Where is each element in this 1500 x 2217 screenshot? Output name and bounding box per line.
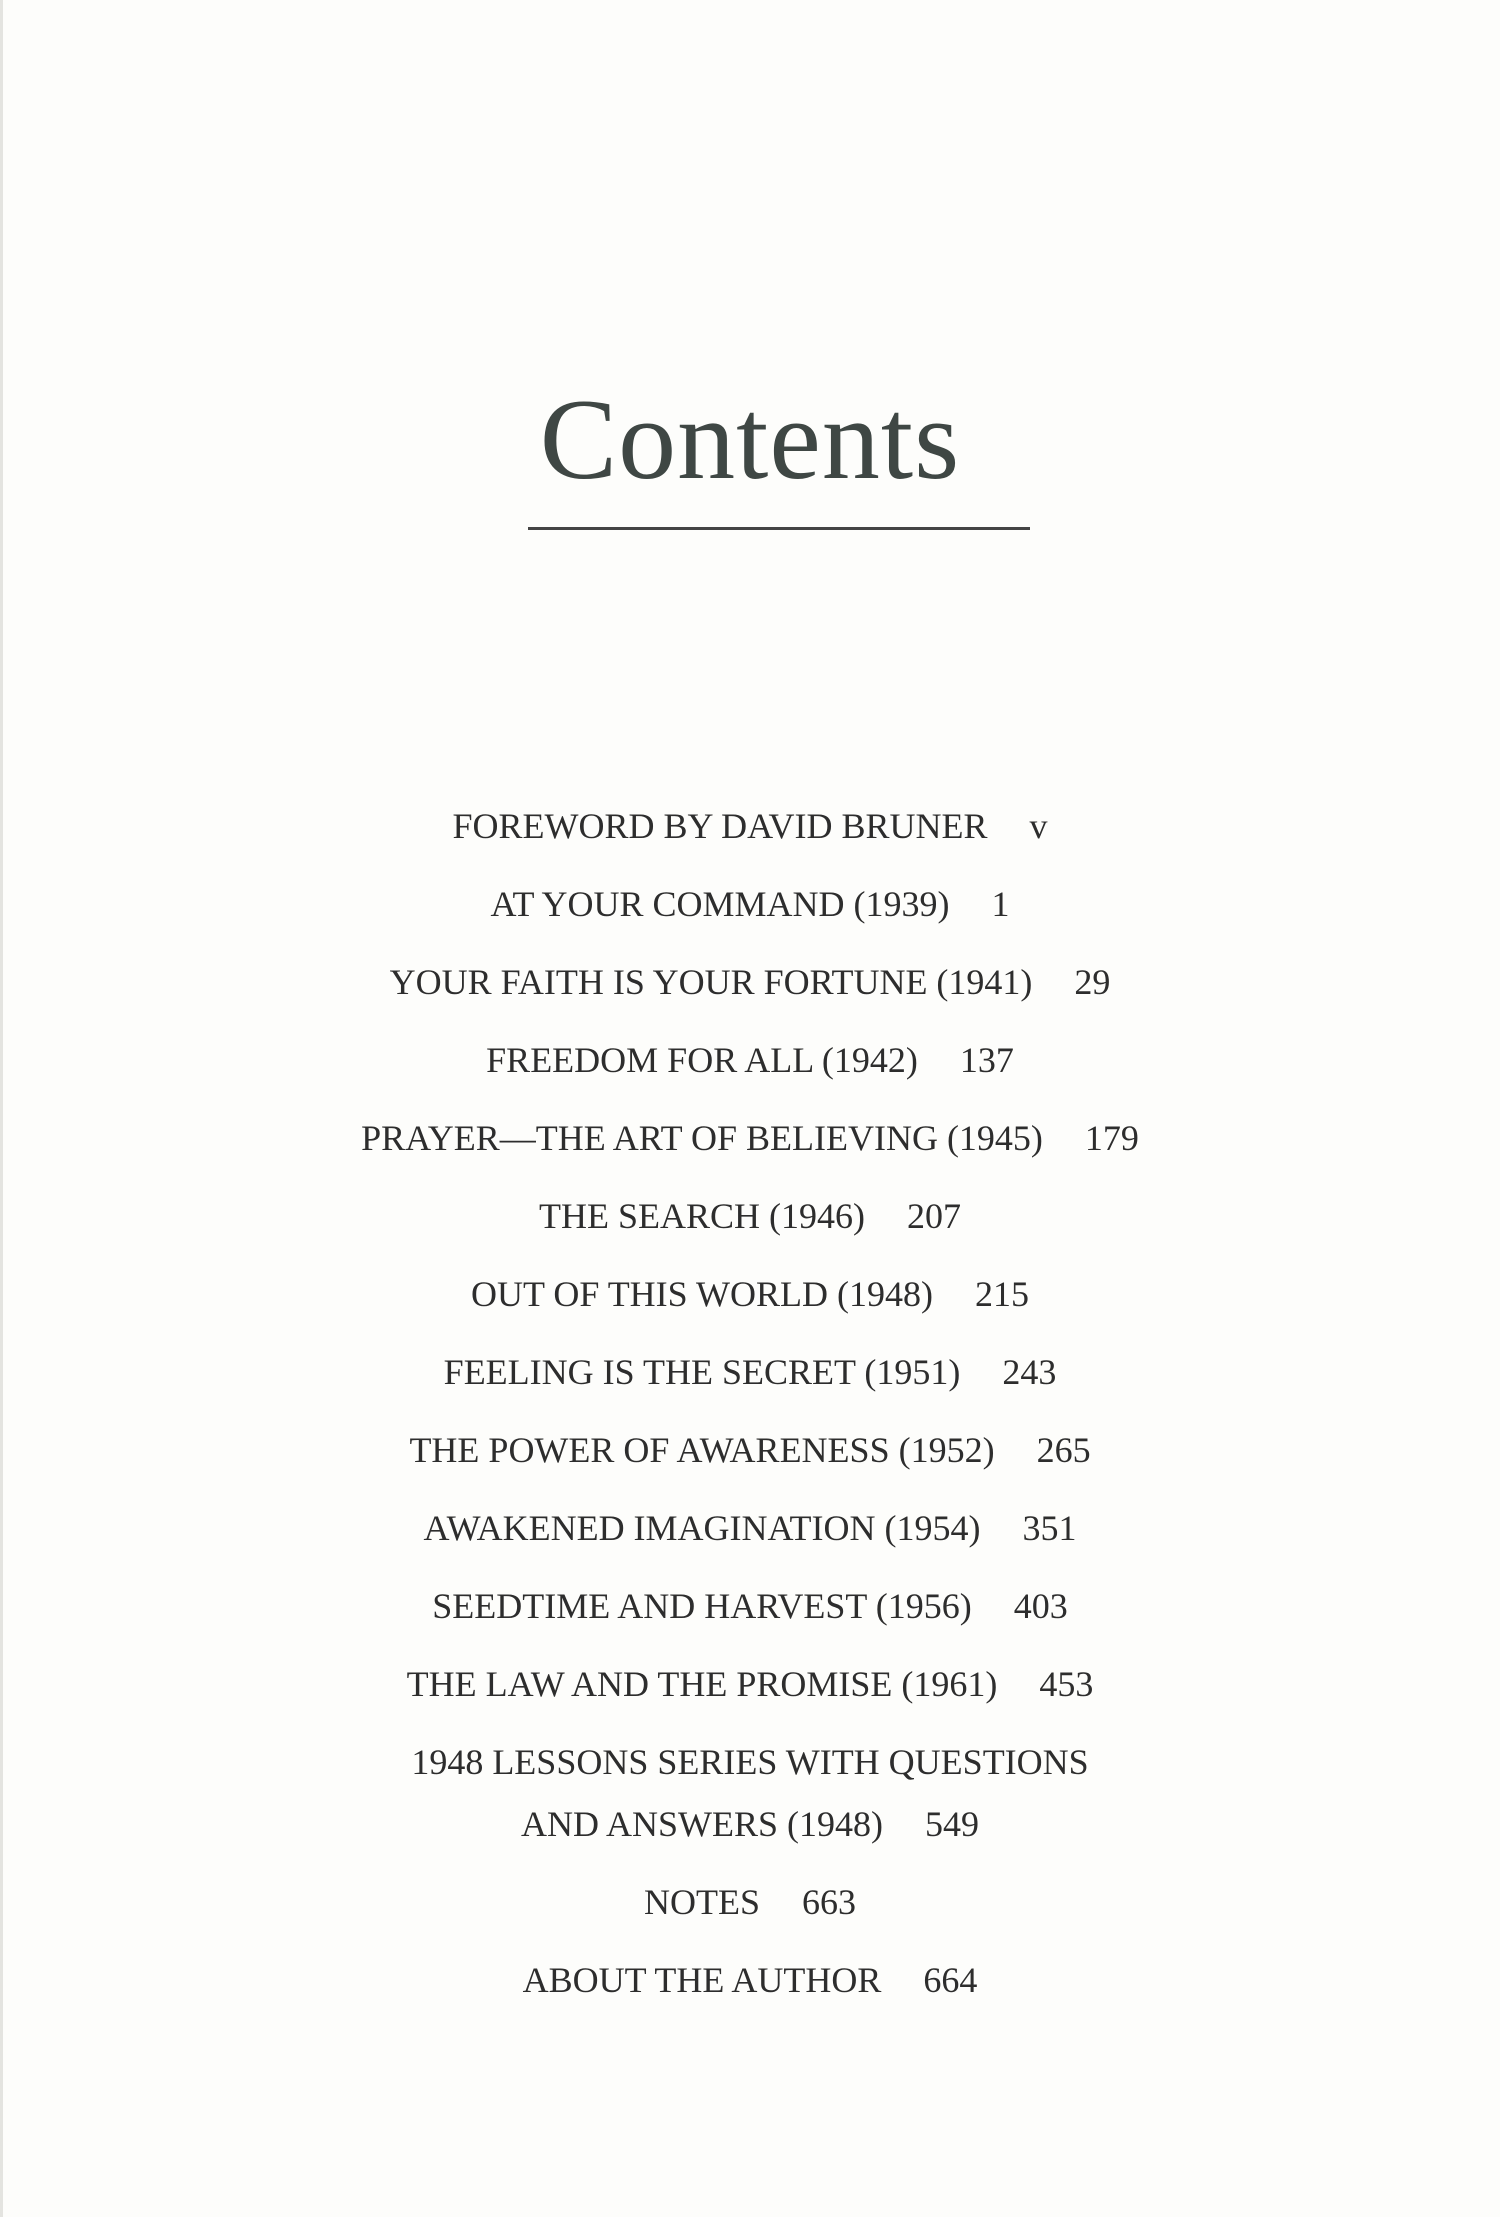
toc-entry-page-number: 351 xyxy=(1022,1508,1077,1548)
toc-entry-page-number: 453 xyxy=(1039,1664,1094,1704)
toc-entry-page-number: 207 xyxy=(907,1196,961,1236)
toc-entry[interactable] xyxy=(0,1419,1500,1481)
toc-entry[interactable] xyxy=(0,1497,1500,1559)
toc-entry[interactable] xyxy=(0,1575,1500,1637)
toc-entry-title: ABOUT THE AUTHOR xyxy=(522,1960,882,2000)
toc-entry[interactable] xyxy=(0,1029,1500,1091)
toc-entry-title: YOUR FAITH IS YOUR FORTUNE (1941) xyxy=(389,962,1033,1002)
table-of-contents xyxy=(0,795,1500,2027)
toc-entry[interactable] xyxy=(0,951,1500,1013)
toc-entry-title: OUT OF THIS WORLD (1948) xyxy=(470,1274,933,1314)
toc-entry-title: AWAKENED IMAGINATION (1954) xyxy=(423,1508,981,1548)
toc-entry[interactable] xyxy=(0,1341,1500,1403)
toc-entry[interactable] xyxy=(0,1731,1500,1855)
toc-entry[interactable] xyxy=(0,795,1500,857)
toc-entry-title-line-2: AND ANSWERS (1948) xyxy=(520,1804,883,1844)
toc-entry-page-number: 215 xyxy=(975,1274,1029,1314)
toc-entry-page-number: 265 xyxy=(1036,1430,1091,1470)
toc-entry-page-number: 664 xyxy=(923,1960,978,2000)
toc-entry-page-number: 179 xyxy=(1084,1118,1139,1158)
toc-entry-page-number: 663 xyxy=(802,1882,856,1922)
toc-entry-page-number: 137 xyxy=(959,1040,1014,1080)
toc-entry-title: NOTES xyxy=(644,1882,760,1922)
toc-entry[interactable] xyxy=(0,1871,1500,1933)
toc-entry[interactable] xyxy=(0,1107,1500,1169)
toc-entry-title: THE POWER OF AWARENESS (1952) xyxy=(409,1430,995,1470)
toc-entry[interactable] xyxy=(0,1653,1500,1715)
toc-entry-page-number: 549 xyxy=(925,1804,979,1844)
toc-entry-title: THE SEARCH (1946) xyxy=(539,1196,865,1236)
toc-entry-title-line-2-wrap xyxy=(0,1793,1500,1855)
toc-entry-title: AT YOUR COMMAND (1939) xyxy=(490,884,950,924)
toc-entry-title: FEELING IS THE SECRET (1951) xyxy=(443,1352,961,1392)
toc-entry-title: FOREWORD BY DAVID BRUNER xyxy=(452,806,988,846)
toc-entry[interactable] xyxy=(0,873,1500,935)
toc-entry-page-number: 403 xyxy=(1013,1586,1068,1626)
toc-entry[interactable] xyxy=(0,1185,1500,1247)
toc-entry-title: THE LAW AND THE PROMISE (1961) xyxy=(406,1664,998,1704)
toc-entry-title: SEEDTIME AND HARVEST (1956) xyxy=(432,1586,972,1626)
page-title: Contents xyxy=(539,376,961,504)
toc-entry-title-line-1: 1948 LESSONS SERIES WITH QUESTIONS xyxy=(411,1742,1089,1782)
toc-entry-page-number: 29 xyxy=(1074,962,1111,1002)
toc-entry[interactable] xyxy=(0,1949,1500,2011)
toc-entry-page-number: 243 xyxy=(1002,1352,1057,1392)
toc-entry-page-number: 1 xyxy=(991,884,1010,924)
toc-entry-title: PRAYER—THE ART OF BELIEVING (1945) xyxy=(361,1118,1043,1158)
toc-entry-title: FREEDOM FOR ALL (1942) xyxy=(486,1040,918,1080)
toc-entry-page-number: v xyxy=(1029,806,1048,846)
toc-entry[interactable] xyxy=(0,1263,1500,1325)
title-underline xyxy=(528,527,1030,530)
